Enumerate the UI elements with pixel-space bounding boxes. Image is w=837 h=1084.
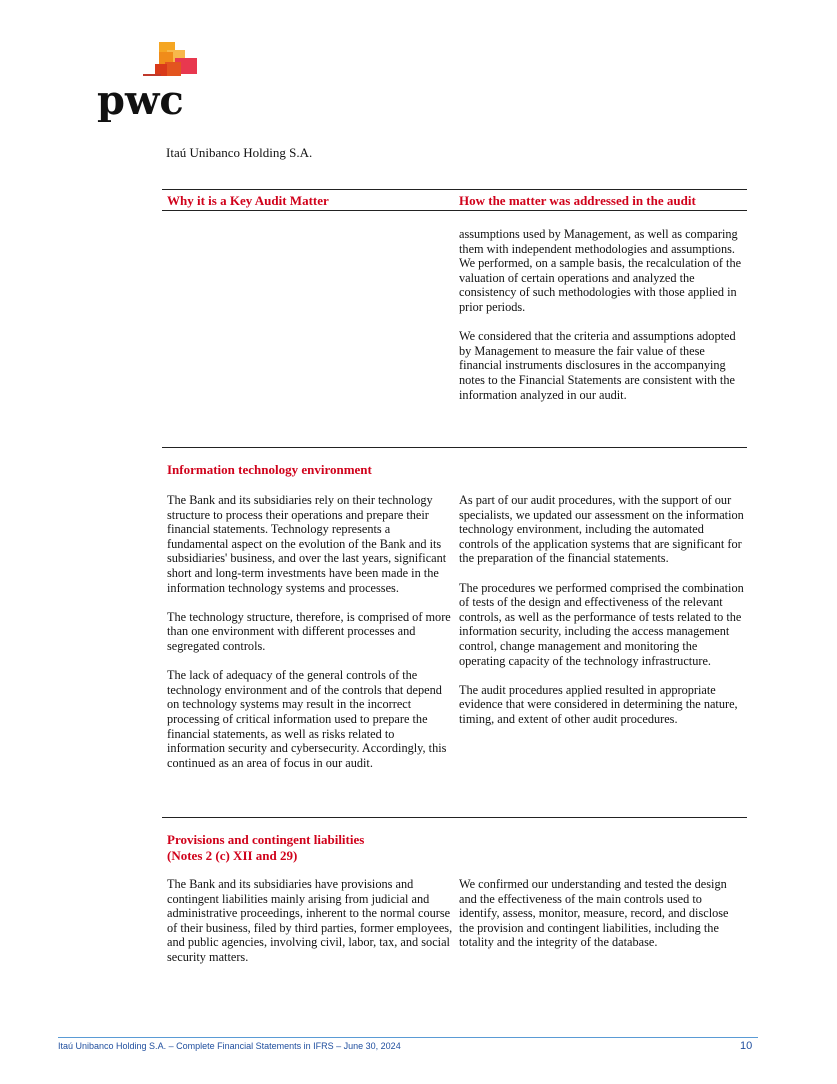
paragraph: The lack of adequacy of the general controls of the technology environment and of the controls that depend on technology systems may result in the incorrect processing of critical information used to prepare the financial statements, as well as risks related to information security and cybersecurity. Accordingly, this continued as an area of focus in our audit. [167, 668, 447, 770]
paragraph: As part of our audit procedures, with the support of our specialists, we updated our assessment on the information technology environment, including the automated controls of the application systems that are significant for the preparation of the financial statements. [459, 493, 744, 566]
paragraph: The audit procedures applied resulted in appropriate evidence that were considered in determining the nature, timing, and extent of other audit procedures. [459, 682, 738, 726]
paragraph: We considered that the criteria and assumptions adopted by Management to measure the fair value of these financial instruments disclosures in the accompanying notes to the Financial Statements are consistent with the information analyzed in our audit. [459, 329, 736, 402]
provisions-title-line2: (Notes 2 (c) XII and 29) [167, 848, 298, 863]
paragraph: The Bank and its subsidiaries rely on their technology structure to process their operations and prepare their financial statements. Technology represents a fundamental aspect on the evolution of the Bank and its subsidiaries' business, and over the last years, significant short and long-term investments have been made in the information technology systems and processes. [167, 493, 447, 595]
logo-wordmark: pwc [97, 77, 184, 122]
footer-text: Itaú Unibanco Holding S.A. – Complete Financial Statements in IFRS – June 30, 2024 [58, 1041, 401, 1051]
footer-rule [58, 1037, 758, 1038]
page-number: 10 [740, 1040, 753, 1052]
provisions-left-column [167, 877, 453, 979]
it-section-title: Information technology environment [167, 462, 372, 477]
header-right: How the matter was addressed in the audit [459, 193, 696, 208]
paragraph: The technology structure, therefore, is comprised of more than one environment with different processes and segregated controls. [167, 609, 451, 653]
paragraph: The Bank and its subsidiaries have provisions and contingent liabilities mainly arising from judicial and administrative proceedings, inherent to the normal course of their business, filed by third parties, former employees, and public agencies, involving civil, labor, tax, and social security matters. [167, 877, 453, 964]
paragraph: We confirmed our understanding and tested the design and the effectiveness of the main controls used to identify, assess, monitor, measure, record, and disclose the provision and contingent liabilities, including the totality and the integrity of the database. [459, 877, 729, 950]
section-divider [162, 817, 747, 818]
it-left-column [167, 493, 453, 785]
company-name: Itaú Unibanco Holding S.A. [166, 145, 313, 160]
provisions-right-column [459, 877, 745, 965]
continued-right-column [459, 227, 745, 417]
pwc-logo [97, 42, 207, 122]
paragraph: assumptions used by Management, as well as comparing them with independent methodologies and assumptions. We performed, on a sample basis, the recalculation of the valuation of certain operations and analyzed the consistency of such methodologies with those applied in prior periods. [459, 227, 742, 314]
provisions-section-title [167, 832, 364, 864]
paragraph: The procedures we performed comprised the combination of tests of the design and effectiveness of the relevant controls, as well as the performance of tests related to the information security, including the access management control, change management and monitoring the operating capacity of the technology infrastructure. [459, 580, 744, 668]
table-header-rule [162, 210, 747, 211]
provisions-title-line1: Provisions and contingent liabilities [167, 832, 365, 847]
it-right-column [459, 493, 745, 741]
table-top-rule [162, 189, 747, 190]
section-divider [162, 447, 747, 448]
header-left: Why it is a Key Audit Matter [167, 193, 329, 208]
